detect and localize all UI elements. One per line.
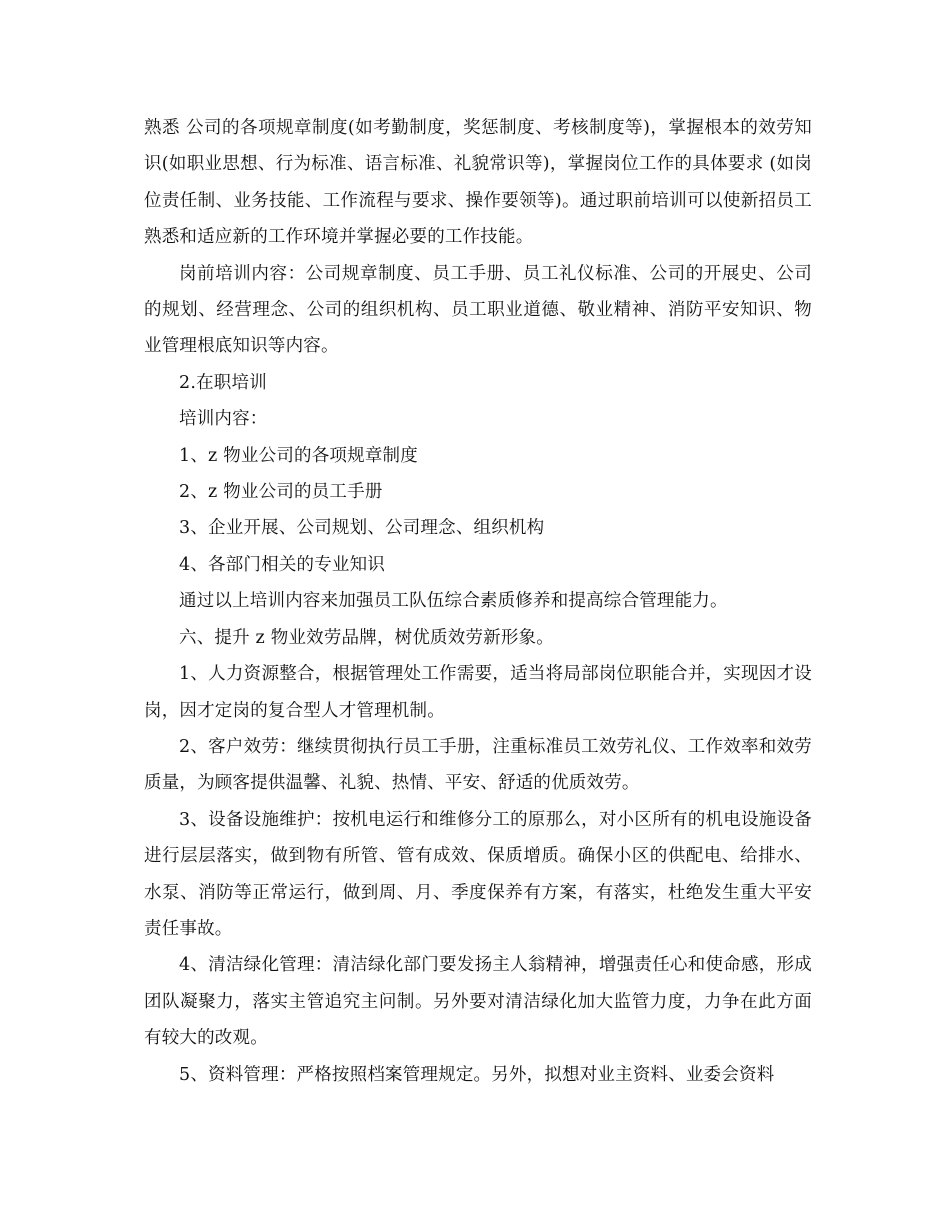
paragraph-6: 2、z 物业公司的员工手册	[179, 482, 383, 503]
paragraph-1: 熟悉 公司的各项规章制度(如考勤制度，奖惩制度、考核制度等)，掌握根本的效劳知识(如职业思想、行为标准、语言标准、礼貌常识等)，掌握岗位工作的具体要求 (如岗位责任制、业务技能、工作流程与要求、操作要领等)。通过职前培训可以使新招员工熟悉和适应新的工作环境并掌握必要的工作技能。	[144, 118, 812, 248]
paragraph-12: 2、客户效劳：继续贯彻执行员工手册，注重标准员工效劳礼仪、工作效率和效劳质量，为顾客提供温馨、礼貌、热情、平安、舒适的优质效劳。	[144, 736, 812, 794]
paragraph-8: 4、各部门相关的专业知识	[179, 554, 386, 575]
paragraph-4: 培训内容：	[179, 409, 268, 430]
paragraph-14: 4、清洁绿化管理：清洁绿化部门要发扬主人翁精神，增强责任心和使命感，形成团队凝聚力，落实主管追究主问制。另外要对清洁绿化加大监管力度，力争在此方面有较大的改观。	[144, 955, 812, 1049]
document-page	[144, 110, 812, 1093]
paragraph-15: 5、资料管理：严格按照档案管理规定。另外，拟想对业主资料、业委会资料	[179, 1064, 775, 1085]
paragraph-5: 1、z 物业公司的各项规章制度	[179, 445, 418, 466]
paragraph-2: 岗前培训内容：公司规章制度、员工手册、员工礼仪标准、公司的开展史、公司的规划、经营理念、公司的组织机构、员工职业道德、敬业精神、消防平安知识、物业管理根底知识等内容。	[144, 263, 812, 357]
paragraph-13: 3、设备设施维护：按机电运行和维修分工的原那么，对小区所有的机电设施设备进行层层落实，做到物有所管、管有成效、保质增质。确保小区的供配电、给排水、水泵、消防等正常运行，做到周、月、季度保养有方案，有落实，杜绝发生重大平安责任事故。	[144, 809, 812, 939]
paragraph-7: 3、企业开展、公司规划、公司理念、组织机构	[179, 518, 545, 539]
paragraph-9: 通过以上培训内容来加强员工队伍综合素质修养和提高综合管理能力。	[179, 591, 728, 612]
paragraph-10: 六、提升 z 物业效劳品牌，树优质效劳新形象。	[179, 627, 554, 648]
paragraph-3: 2.在职培训	[179, 372, 267, 393]
paragraph-11: 1、人力资源整合，根据管理处工作需要，适当将局部岗位职能合并，实现因才设岗，因才定岗的复合型人才管理机制。	[144, 664, 812, 721]
